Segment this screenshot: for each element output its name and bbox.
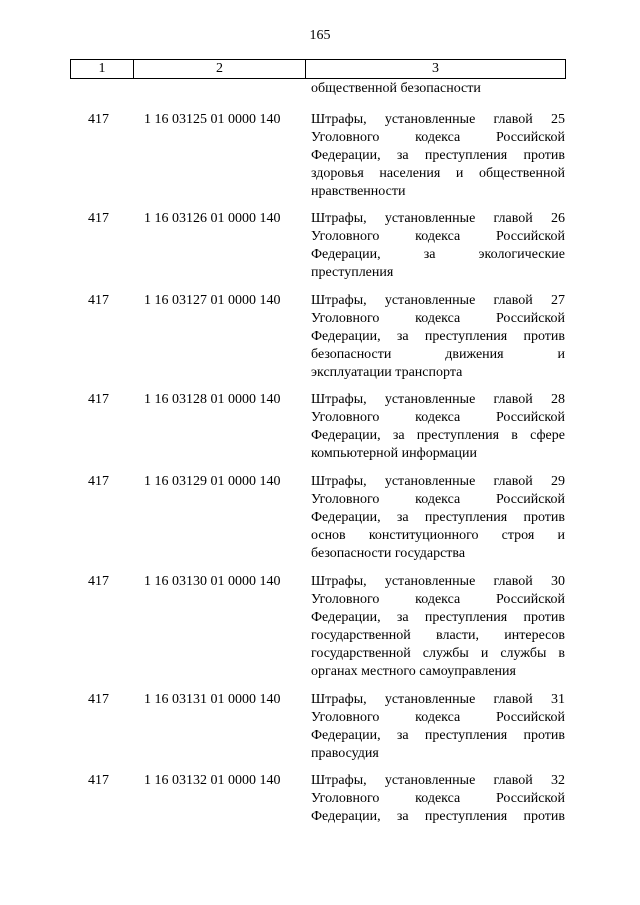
header-col-3: 3 [306,60,566,79]
budget-code: 1 16 03127 01 0000 140 [144,293,281,308]
description-line: правосудия [311,746,379,761]
description-line: Уголовного кодекса Российской [311,791,565,806]
description-line: государственной власти, интересов [311,628,565,643]
description-line: эксплуатации транспорта [311,365,463,380]
admin-code: 417 [88,211,109,226]
description-line: Штрафы, установленные главой 31 [311,692,565,707]
continuation-text: общественной безопасности [311,81,481,96]
description-line: Уголовного кодекса Российской [311,492,565,507]
description-line: Уголовного кодекса Российской [311,229,565,244]
budget-code: 1 16 03128 01 0000 140 [144,392,281,407]
budget-code: 1 16 03125 01 0000 140 [144,112,281,127]
description-line: основ конституционного строя и [311,528,565,543]
description-line: здоровья населения и общественной [311,166,565,181]
admin-code: 417 [88,773,109,788]
description-line: Уголовного кодекса Российской [311,410,565,425]
table-header [70,59,566,79]
page-number: 165 [309,28,331,43]
header-col-2: 2 [134,60,306,79]
admin-code: 417 [88,474,109,489]
description-line: Штрафы, установленные главой 25 [311,112,565,127]
admin-code: 417 [88,293,109,308]
description-line: государственной службы и службы в [311,646,565,661]
description-line: Федерации, за экологические [311,247,565,262]
description-line: Штрафы, установленные главой 29 [311,474,565,489]
description-line: Штрафы, установленные главой 27 [311,293,565,308]
budget-code: 1 16 03132 01 0000 140 [144,773,281,788]
description [311,573,565,681]
description-line: Уголовного кодекса Российской [311,311,565,326]
description-line: Уголовного кодекса Российской [311,710,565,725]
description-line: нравственности [311,184,406,199]
budget-code: 1 16 03131 01 0000 140 [144,692,281,707]
description-line: Штрафы, установленные главой 28 [311,392,565,407]
header-col-1: 1 [71,60,134,79]
description [311,111,565,201]
admin-code: 417 [88,692,109,707]
budget-code: 1 16 03126 01 0000 140 [144,211,281,226]
description [311,691,565,763]
description-line: Уголовного кодекса Российской [311,592,565,607]
description-line: безопасности движения и [311,347,565,362]
description-line: Федерации, за преступления против [311,148,565,163]
description [311,292,565,382]
description [311,210,565,282]
description-line: Штрафы, установленные главой 30 [311,574,565,589]
description [311,391,565,463]
description-line: Федерации, за преступления в сфере [311,428,565,443]
description-line: Федерации, за преступления против [311,510,565,525]
description [311,772,565,826]
admin-code: 417 [88,392,109,407]
description-line: компьютерной информации [311,446,477,461]
description-line: преступления [311,265,394,280]
description-line: Штрафы, установленные главой 26 [311,211,565,226]
admin-code: 417 [88,574,109,589]
description-line: Федерации, за преступления против [311,728,565,743]
description-line: Штрафы, установленные главой 32 [311,773,565,788]
budget-code: 1 16 03130 01 0000 140 [144,574,281,589]
description-line: органах местного самоуправления [311,664,516,679]
budget-code: 1 16 03129 01 0000 140 [144,474,281,489]
admin-code: 417 [88,112,109,127]
description-line: Федерации, за преступления против [311,329,565,344]
description-line: Уголовного кодекса Российской [311,130,565,145]
description-line: Федерации, за преступления против [311,809,565,824]
description-line: безопасности государства [311,546,466,561]
description [311,473,565,563]
description-line: Федерации, за преступления против [311,610,565,625]
